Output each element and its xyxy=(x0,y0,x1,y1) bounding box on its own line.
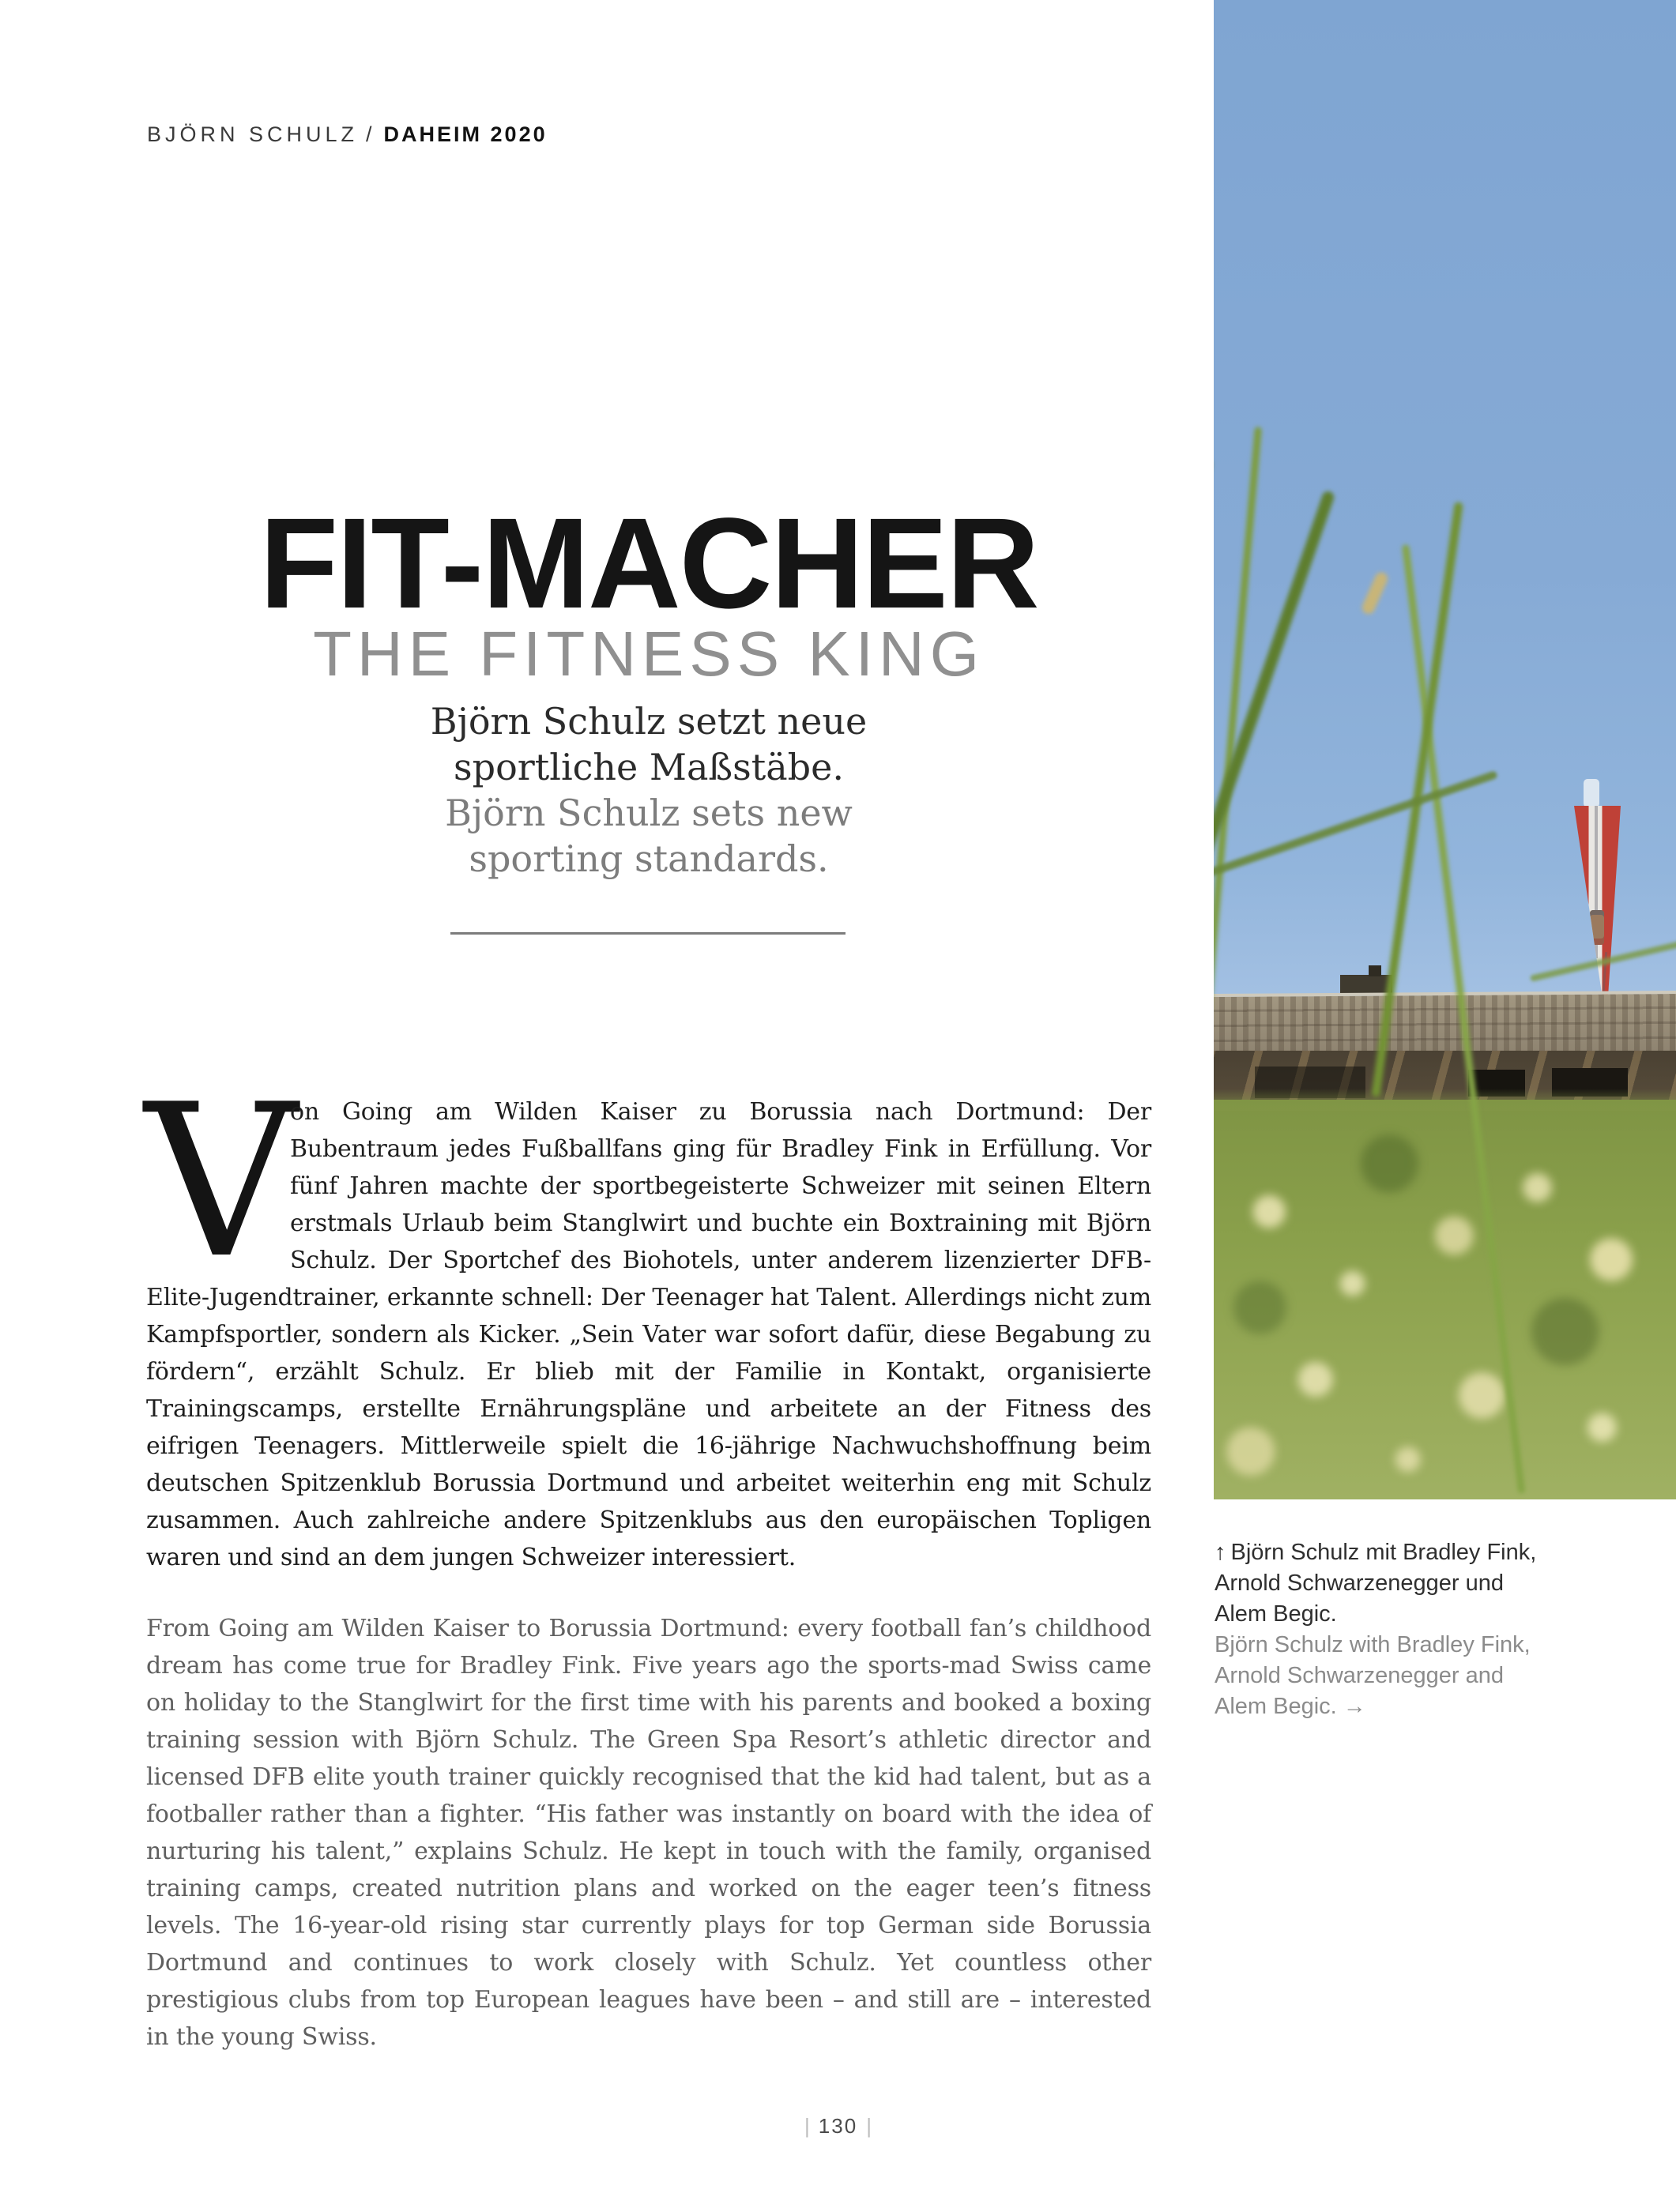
caption-en-line2: Arnold Schwarzenegger and xyxy=(1215,1663,1504,1688)
page-footer xyxy=(0,2114,1676,2139)
footer-bar: | xyxy=(804,2114,810,2138)
standfirst-de-line2: sportliche Maßstäbe. xyxy=(454,746,844,788)
kicker-separator: / xyxy=(366,122,376,146)
caption-de-text: Björn Schulz mit Bradley Fink, xyxy=(1230,1540,1537,1565)
body-text-de: on Going am Wilden Kaiser zu Borussia nach Dortmund: Der Bubentraum jedes Fußballfans ging für Bradley Fink in Erfüllung. Vor fünf Jahren machte der sportbegeisterte Schweizer mit seinen Eltern erstmals Urlaub beim Stanglwirt und buchte ein Boxtraining mit Björn Schulz. Der Sportchef des Biohotels, unter anderem lizenzierter DFB-Elite-Jugendtrainer, erkannte schnell: Der Teenager hat Talent. Allerdings nicht zum Kampfsportler, sondern als Kicker. „Sein Vater war sofort dafür, diese Begabung zu fördern“, erzählt Schulz. Er blieb mit der Familie in Kontakt, organisierte Trainingscamps, erstellte Ernährungspläne und arbeitete an der Fitness des eifrigen Teenagers. Mittlerweile spielt die 16-jährige Nachwuchshoffnung beim deutschen Spitzenklub Borussia Dortmund und arbeitet weiterhin eng mit Schulz zusammen. Auch zahlreiche andere Spitzenklubs aus den europäischen Topligen waren und sind an dem jungen Schweizer interessiert. xyxy=(146,1098,1151,1571)
grass-meadow xyxy=(1214,1100,1676,1499)
article-title: FIT-MACHER xyxy=(259,491,1038,636)
caption-en-text: Alem Begic. xyxy=(1215,1694,1337,1719)
standfirst-de-line1: Björn Schulz setzt neue xyxy=(430,700,868,743)
flagpole-tip xyxy=(1584,779,1599,807)
standfirst-en-line1: Björn Schulz sets new xyxy=(445,792,853,834)
arrow-right-icon: → xyxy=(1343,1694,1366,1719)
page-kicker xyxy=(147,122,548,147)
drop-cap: V xyxy=(145,1059,297,1304)
grass-bokeh xyxy=(1214,1100,1676,1499)
caption-de-line1 xyxy=(1215,1537,1625,1568)
photo-grass-flag xyxy=(1214,0,1676,1499)
roof-chimney xyxy=(1340,975,1392,994)
photo-caption xyxy=(1215,1537,1625,1722)
kicker-issue: DAHEIM 2020 xyxy=(383,122,548,146)
wooden-shingle-roof xyxy=(1214,991,1676,1057)
article-subtitle: THE FITNESS KING xyxy=(313,619,985,690)
body-paragraph-de xyxy=(145,1059,1151,1576)
caption-en-line1: Björn Schulz with Bradley Fink, xyxy=(1215,1632,1531,1657)
kicker-author: BJÖRN SCHULZ xyxy=(147,122,359,146)
footer-bar: | xyxy=(866,2114,872,2138)
roof-vent xyxy=(1369,965,1381,976)
body-paragraph-en: From Going am Wilden Kaiser to Borussia Dortmund: every football fan’s childhood dream has come true for Bradley Fink. Five years ago the sports-mad Swiss came on holiday to the Stanglwirt for the first time with his parents and booked a boxing training session with Björn Schulz. The Green Spa Resort’s athletic director and licensed DFB elite youth trainer quickly recognised that the kid had talent, but as a footballer rather than a fighter. “His father was instantly on board with the idea of nurturing his talent,” explains Schulz. He kept in touch with the family, organised training camps, created nutrition plans and worked on the eager teen’s fitness levels. The 16-year-old rising star currently plays for top German side Borussia Dortmund and continues to work closely with Schulz. Yet countless other prestigious clubs from top European leagues have been – and still are – interested in the young Swiss. xyxy=(146,1615,1151,2051)
caption-en-line3 xyxy=(1215,1691,1625,1722)
page-number: 130 xyxy=(818,2114,858,2138)
drop-cap-spacer xyxy=(146,1093,290,1243)
standfirst xyxy=(146,698,1151,882)
divider-line xyxy=(450,932,846,935)
caption-de-line2: Arnold Schwarzenegger und xyxy=(1215,1571,1504,1596)
caption-de-line3: Alem Begic. xyxy=(1215,1601,1337,1627)
arrow-up-icon: ↑ xyxy=(1215,1540,1226,1565)
standfirst-en-line2: sporting standards. xyxy=(469,837,829,880)
